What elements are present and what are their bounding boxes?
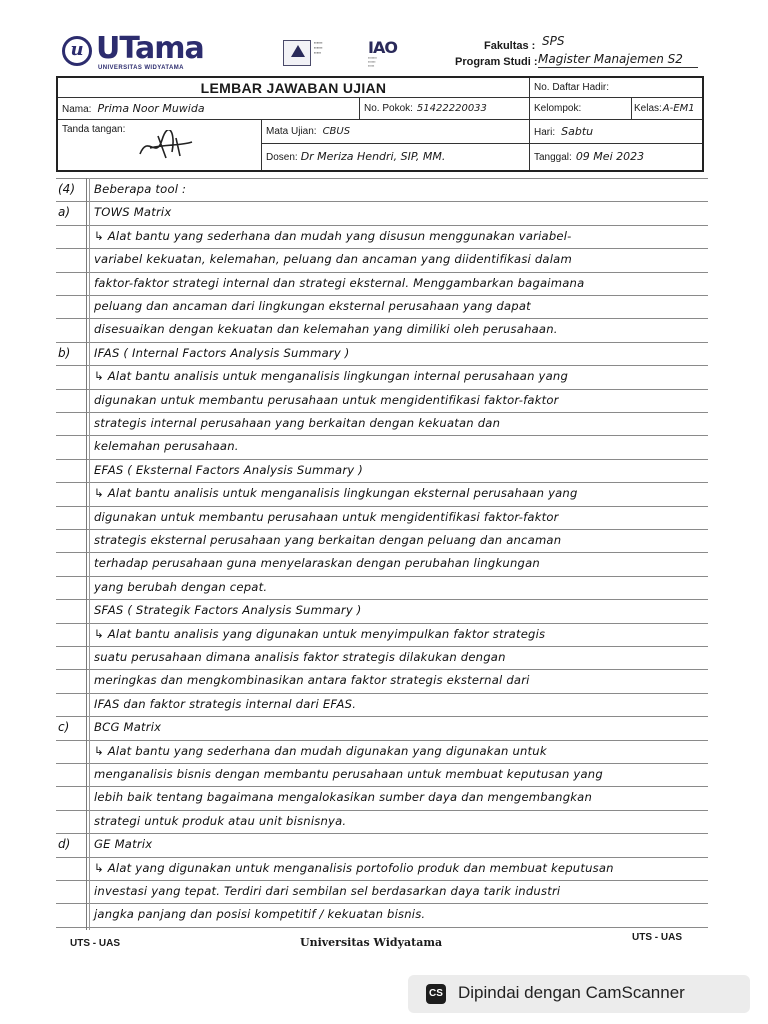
hari-cell (530, 120, 702, 144)
footer-right-label: UTS - UAS (632, 932, 682, 943)
answer-line: SFAS ( Strategik Factors Analysis Summary ) (94, 603, 362, 618)
answer-line: GE Matrix (94, 837, 153, 852)
answer-line: yang berubah dengan cepat. (94, 579, 268, 594)
answer-line: terhadap perusahaan guna menyelaraskan dengan perubahan lingkungan (94, 556, 540, 571)
kelompok-label: Kelompok: (534, 103, 582, 114)
ruled-line (56, 716, 708, 717)
mata-ujian-cell (262, 120, 530, 144)
no-pokok-cell (360, 98, 530, 120)
answer-line: lebih baik tentang bagaimana mengalokasikan sumber daya dan mengembangkan (94, 790, 593, 805)
answer-line: investasi yang tepat. Terdiri dari sembilan sel berdasarkan daya tarik industri (94, 884, 561, 898)
ruled-line (56, 552, 708, 553)
ruled-line (56, 857, 708, 858)
ruled-line (56, 365, 708, 366)
ruled-line (56, 833, 708, 834)
kelas-label: Kelas: (634, 103, 662, 114)
no-pokok-value: 51422220033 (416, 103, 487, 114)
ruled-line (56, 646, 708, 647)
no-daftar-hadir-label: No. Daftar Hadir: (534, 82, 610, 93)
international-accreditation-icon: IAO (368, 38, 397, 57)
ruled-line (56, 178, 708, 179)
no-daftar-hadir-cell (530, 78, 702, 98)
answer-line: digunakan untuk membantu perusahaan untuk mengidentifikasi faktor-faktor (94, 509, 559, 524)
logo-subtitle: UNIVERSITAS WIDYATAMA (98, 65, 184, 71)
ruled-line (56, 342, 708, 343)
ruled-line (56, 248, 708, 249)
ruled-line (56, 669, 708, 670)
answer-line: IFAS ( Internal Factors Analysis Summary ) (94, 345, 350, 360)
ruled-line (56, 482, 708, 483)
logo-mark-icon: u (62, 36, 92, 66)
answer-line: strategis eksternal perusahaan yang berkaitan dengan peluang dan ancaman (94, 533, 562, 547)
ruled-line (56, 763, 708, 764)
answer-line: meringkas dan mengkombinasikan antara faktor strategis eksternal dari (94, 673, 530, 688)
nama-label: Nama: (62, 104, 92, 115)
fakultas-label: Fakultas : (484, 40, 536, 52)
answer-line: ↳ Alat bantu yang sederhana dan mudah yang disusun menggunakan variabel- (94, 228, 572, 243)
answer-line: strategis internal perusahaan yang berkaitan dengan kekuatan dan (94, 416, 501, 430)
ruled-line (56, 927, 708, 928)
form-title: LEMBAR JAWABAN UJIAN (58, 78, 530, 98)
answer-line: menganalisis bisnis dengan membantu perusahaan untuk membuat keputusan yang (94, 767, 603, 781)
answer-line: ↳ Alat bantu analisis untuk menganalisis lingkungan internal perusahaan yang (94, 369, 569, 384)
kelas-value: A-EM1 (662, 103, 695, 114)
footer-center-label: Universitas Widyatama (300, 936, 443, 949)
signature-image (136, 130, 196, 162)
hari-value: Sabtu (561, 125, 594, 138)
item-marker: c) (58, 720, 70, 735)
ruled-line (56, 435, 708, 436)
answer-line: Beberapa tool : (94, 182, 187, 196)
answer-line: ↳ Alat bantu yang sederhana dan mudah digunakan yang digunakan untuk (94, 743, 547, 758)
dosen-value: Dr Meriza Hendri, SIP, MM. (300, 150, 446, 163)
tanggal-value: 09 Mei 2023 (575, 150, 645, 163)
item-marker: (4) (58, 182, 75, 196)
ruled-line (56, 318, 708, 319)
ruled-line (56, 412, 708, 413)
ruled-line (56, 599, 708, 600)
answer-line: ↳ Alat yang digunakan untuk menganalisis portofolio produk dan membuat keputusan (94, 860, 614, 875)
answer-line: ↳ Alat bantu analisis yang digunakan untuk menyimpulkan faktor strategis (94, 626, 546, 641)
mata-ujian-label: Mata Ujian: (266, 126, 317, 137)
nama-value: Prima Noor Muwida (97, 102, 205, 115)
international-accreditation-caption: ▪▪▪▪▪▪▪ ▪▪▪▪▪▪ ▪▪▪▪▪ (368, 56, 377, 68)
ruled-line (56, 576, 708, 577)
hari-label: Hari: (534, 127, 556, 138)
ruled-line (56, 880, 708, 881)
tanggal-label: Tanggal: (534, 152, 572, 163)
answer-line: kelemahan perusahaan. (94, 439, 239, 454)
mata-ujian-value: CBUS (322, 126, 351, 137)
item-marker: a) (58, 205, 71, 220)
ruled-line (56, 623, 708, 624)
answer-line: disesuaikan dengan kekuatan dan kelemahan yang dimiliki oleh perusahaan. (94, 322, 558, 337)
answer-line: faktor-faktor strategi internal dan strategi eksternal. Menggambarkan bagaimana (94, 275, 585, 290)
no-pokok-label: No. Pokok: (364, 103, 413, 114)
tanda-tangan-label: Tanda tangan: (62, 124, 126, 135)
item-marker: b) (58, 345, 71, 360)
ruled-line (56, 506, 708, 507)
margin-line (86, 178, 87, 930)
ruled-line (56, 786, 708, 787)
ruled-line (56, 459, 708, 460)
ruled-line (56, 903, 708, 904)
ruled-line (56, 295, 708, 296)
ruled-line (56, 740, 708, 741)
ruled-line (56, 693, 708, 694)
ruled-line (56, 529, 708, 530)
answer-line: variabel kekuatan, kelemahan, peluang dan ancaman yang diidentifikasi dalam (94, 252, 572, 267)
answer-line: jangka panjang dan posisi kompetitif / kekuatan bisnis. (94, 907, 426, 922)
answer-line: IFAS dan faktor strategis internal dari EFAS. (94, 696, 357, 711)
margin-line-inner (89, 178, 90, 930)
exam-info-form (56, 76, 704, 172)
answer-line: BCG Matrix (94, 720, 162, 735)
footer-left-label: UTS - UAS (70, 938, 120, 949)
program-studi-label: Program Studi : (455, 56, 538, 68)
dosen-label: Dosen: (266, 152, 298, 163)
answer-line: suatu perusahaan dimana analisis faktor strategis dilakukan dengan (94, 650, 506, 664)
program-studi-value: Magister Manajemen S2 (538, 52, 698, 68)
tanggal-cell (530, 144, 702, 170)
camscanner-text: Dipindai dengan CamScanner (458, 983, 685, 1002)
dosen-cell (262, 144, 530, 170)
item-marker: d) (58, 837, 71, 852)
accreditation-badge-icon (283, 40, 311, 66)
answer-line: EFAS ( Eksternal Factors Analysis Summary ) (94, 462, 363, 477)
logo-wordmark: UTama (96, 31, 204, 66)
answer-line: peluang dan ancaman dari lingkungan eksternal perusahaan yang dapat (94, 299, 531, 313)
answer-line: ↳ Alat bantu analisis untuk menganalisis lingkungan eksternal perusahaan yang (94, 486, 578, 501)
ruled-line (56, 225, 708, 226)
kelompok-cell (530, 98, 632, 120)
camscanner-watermark (408, 975, 750, 1013)
tanda-tangan-cell (58, 120, 262, 170)
ruled-line (56, 389, 708, 390)
nama-cell (58, 98, 360, 120)
ruled-line (56, 272, 708, 273)
answer-line: TOWS Matrix (94, 205, 172, 220)
kelas-cell (632, 98, 702, 120)
answer-line: strategi untuk produk atau unit bisnisnya. (94, 813, 347, 828)
university-logo (62, 31, 204, 71)
camscanner-icon: CS (426, 984, 446, 1004)
ruled-line (56, 201, 708, 202)
fakultas-value: SPS (542, 34, 565, 48)
answer-line: digunakan untuk membantu perusahaan untuk mengidentifikasi faktor-faktor (94, 392, 559, 407)
accreditation-badge-caption: ▪▪▪▪▪▪ ▪▪▪▪▪▪ ▪▪▪▪▪ (314, 40, 323, 55)
ruled-line (56, 810, 708, 811)
